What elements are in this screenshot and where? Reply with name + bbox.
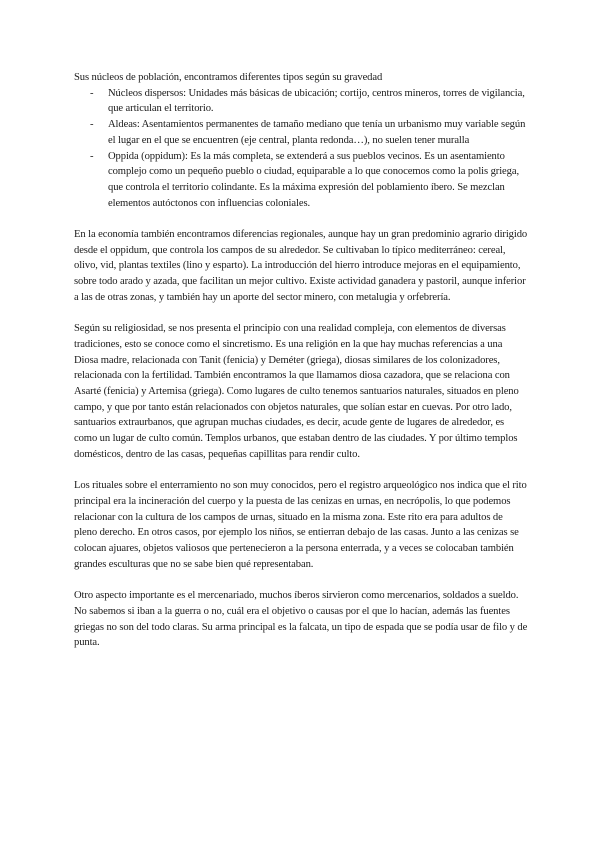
list-item (90, 149, 528, 212)
paragraph-economy: En la economía también encontramos diferencias regionales, aunque hay un gran predominio agrario dirigido desde el oppidum, que controla los campos de su alrededor. Se cultivaban lo típico mediterráneo: cereal, olivo, vid, plantas textiles (lino y esparto). La introducción del hierro introduce mejoras en el equipamiento, sobre todo arado y azada, que facilitan un mejor cultivo. Existe actividad ganadera y pastoril, aunque inferior a las de otras zonas, y también hay un aporte del sector minero, con metalugia y orfebrería. (74, 229, 528, 303)
list-item (90, 117, 528, 148)
dash-marker: - (90, 119, 94, 131)
list-item-text: Aldeas: Asentamientos permanentes de tamaño mediano que tenía un urbanismo muy variable según el lugar en el que se encuentren (eje central, planta redonda…), no suelen tener muralla (108, 119, 526, 146)
list-item (90, 86, 528, 117)
dash-marker: - (90, 87, 94, 99)
settlement-type-list (74, 86, 528, 212)
list-item-text: Núcleos dispersos: Unidades más básicas de ubicación; cortijo, centros mineros, torres de vigilancia, que articulan el territorio. (108, 87, 525, 115)
intro-line: Sus núcleos de población, encontramos diferentes tipos según su gravedad (74, 72, 383, 83)
paragraph-religion: Según su religiosidad, se nos presenta el principio con una realidad compleja, con elementos de diversas tradiciones, esto se conoce como el sincretismo. Es una religión en la que hay muchas referencias a una Diosa madre, relacionada con Tanit (fenicia) y Deméter (griega), diosas similares de los colonizadores, relacionada con la fertilidad. También encontramos la que llamamos diosa cazadora, que se relaciona con Asarté (fenicia) y Artemisa (griega). Como lugares de culto tenemos santuarios naturales, situados en pleno campo, y que por tanto están relacionados con objetos naturales, que solían estar en cuevas. Por otro lado, santuarios extraurbanos, que agrupan muchas ciudades, es decir, acude gente de lugares de alrededor, es como un lugar de culto común. Templos urbanos, que estaban dentro de las ciudades. Y por último templos domésticos, dentro de las casas, pequeñas capillitas para rendir culto. (74, 323, 519, 460)
list-item-text: Oppida (oppidum): Es la más completa, se extenderá a sus pueblos vecinos. Es un asentamiento complejo como un pequeño pueblo o ciudad, equiparable a lo que conocemos como la polis griega, que controla el territorio colindante. Es la máxima expresión del poblamiento íbero. Se mezclan elementos autóctonos con influencias coloniales. (108, 150, 519, 209)
dash-marker: - (90, 150, 94, 162)
paragraph-burial-rituals: Los rituales sobre el enterramiento no son muy conocidos, pero el registro arqueológico nos indica que el rito principal era la incineración del cuerpo y la puesta de las cenizas en urnas, en necrópolis, lo que podemos relacionar con la cultura de los campos de urnas, situado en la misma zona. Este rito era para adultos de pleno derecho. En otros casos, por ejemplo los niños, se entierran debajo de las casas. Junto a las cenizas se colocan ajuares, objetos valiosos que pertenecieron a la persona enterrada, y a veces se colocaban también grandes esculturas que no se sabe bien qué representaban. (74, 480, 527, 570)
paragraph-mercenaries: Otro aspecto importante es el mercenariado, muchos íberos sirvieron como mercenarios, soldados a sueldo. No sabemos si iban a la guerra o no, cuál era el objetivo o causas por el que lo hacían, además las fuentes griegas no son del todo claras. Su arma principal es la falcata, un tipo de espada que se podía usar de filo y de punta. (74, 590, 528, 649)
